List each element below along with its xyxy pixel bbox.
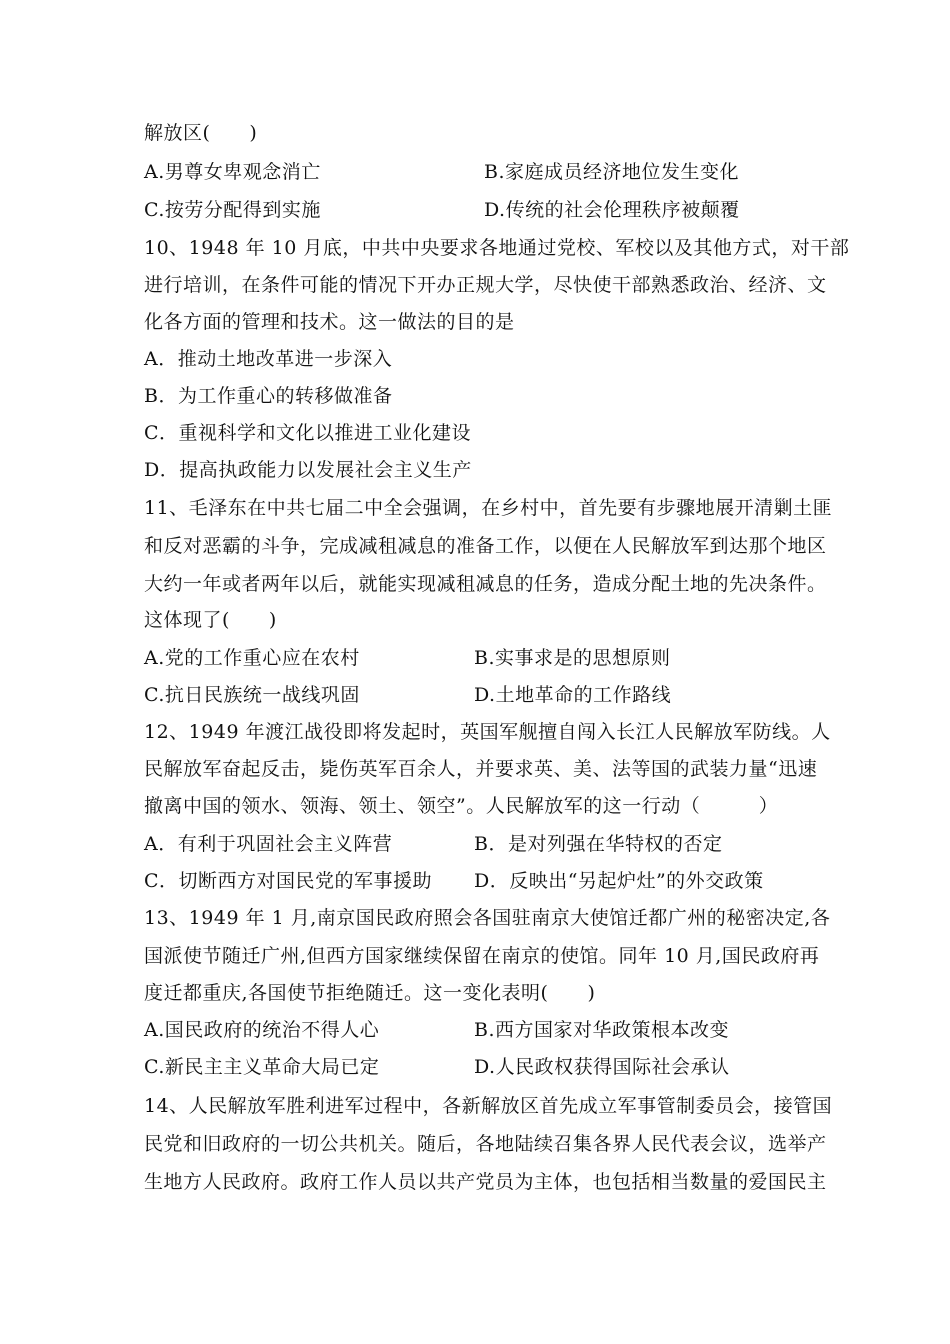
q13-option-b[interactable]: B.西方国家对华政策根本改变: [474, 1019, 730, 1041]
q13-option-a[interactable]: A.国民政府的统治不得人心: [144, 1019, 380, 1041]
q11-option-d[interactable]: D.土地革命的工作路线: [474, 684, 672, 706]
q11-option-a[interactable]: A.党的工作重心应在农村: [144, 647, 360, 669]
q9-option-a[interactable]: A.男尊女卑观念消亡: [144, 161, 321, 183]
q13-option-c[interactable]: C.新民主主义革命大局已定: [144, 1056, 380, 1078]
q12-option-c[interactable]: C．切断西方对国民党的军事援助: [144, 870, 433, 892]
q9-stem-tail: 解放区( ): [144, 122, 258, 144]
q13-stem-line-3: 度迁都重庆,各国使节拒绝随迁。这一变化表明( ): [144, 982, 596, 1004]
q10-option-c[interactable]: C．重视科学和文化以推进工业化建设: [144, 422, 472, 444]
q11-stem-line-1: 11、毛泽东在中共七届二中全会强调，在乡村中，首先要有步骤地展开清剿土匪: [144, 497, 833, 519]
q11-stem-line-4: 这体现了( ): [144, 609, 277, 631]
q12-option-b[interactable]: B．是对列强在华特权的否定: [474, 833, 723, 855]
q10-option-b[interactable]: B．为工作重心的转移做准备: [144, 385, 393, 407]
q11-option-b[interactable]: B.实事求是的思想原则: [474, 647, 671, 669]
q12-option-a[interactable]: A．有利于巩固社会主义阵营: [144, 833, 393, 855]
q10-option-d[interactable]: D．提高执政能力以发展社会主义生产: [144, 459, 472, 481]
q13-option-d[interactable]: D.人民政权获得国际社会承认: [474, 1056, 730, 1078]
q12-stem-line-1: 12、1949 年渡江战役即将发起时，英国军舰擅自闯入长江人民解放军防线。人: [144, 721, 831, 743]
q10-stem-line-1: 10、1948 年 10 月底，中共中央要求各地通过党校、军校以及其他方式，对干部: [144, 237, 850, 259]
q10-stem-line-2: 进行培训，在条件可能的情况下开办正规大学，尽快使干部熟悉政治、经济、文: [144, 274, 827, 296]
q11-stem-line-2: 和反对恶霸的斗争，完成减租减息的准备工作，以便在人民解放军到达那个地区: [144, 535, 827, 557]
q10-stem-line-3: 化各方面的管理和技术。这一做法的目的是: [144, 311, 515, 333]
q14-stem-line-1: 14、人民解放军胜利进军过程中，各新解放区首先成立军事管制委员会，接管国: [144, 1095, 833, 1117]
q14-stem-line-2: 民党和旧政府的一切公共机关。随后，各地陆续召集各界人民代表会议，选举产: [144, 1133, 827, 1155]
q11-stem-line-3: 大约一年或者两年以后，就能实现减租减息的任务，造成分配土地的先决条件。: [144, 573, 827, 595]
q13-stem-line-1: 13、1949 年 1 月,南京国民政府照会各国驻南京大使馆迁都广州的秘密决定,各: [144, 907, 831, 929]
q10-option-a[interactable]: A．推动土地改革进一步深入: [144, 348, 393, 370]
q13-stem-line-2: 国派使节随迁广州,但西方国家继续保留在南京的使馆。同年 10 月,国民政府再: [144, 945, 820, 967]
q9-option-b[interactable]: B.家庭成员经济地位发生变化: [484, 161, 740, 183]
q12-stem-line-2: 民解放军奋起反击，毙伤英军百余人，并要求英、美、法等国的武装力量“迅速: [144, 758, 818, 780]
q12-option-d[interactable]: D．反映出“另起炉灶”的外交政策: [474, 870, 764, 892]
q9-option-c[interactable]: C.按劳分配得到实施: [144, 199, 321, 221]
q12-stem-line-3: 撤离中国的领水、领海、领土、领空”。人民解放军的这一行动（ ）: [144, 795, 779, 817]
q9-option-d[interactable]: D.传统的社会伦理秩序被颠覆: [484, 199, 740, 221]
q11-option-c[interactable]: C.抗日民族统一战线巩固: [144, 684, 360, 706]
q14-stem-line-3: 生地方人民政府。政府工作人员以共产党员为主体，也包括相当数量的爱国民主: [144, 1171, 827, 1193]
